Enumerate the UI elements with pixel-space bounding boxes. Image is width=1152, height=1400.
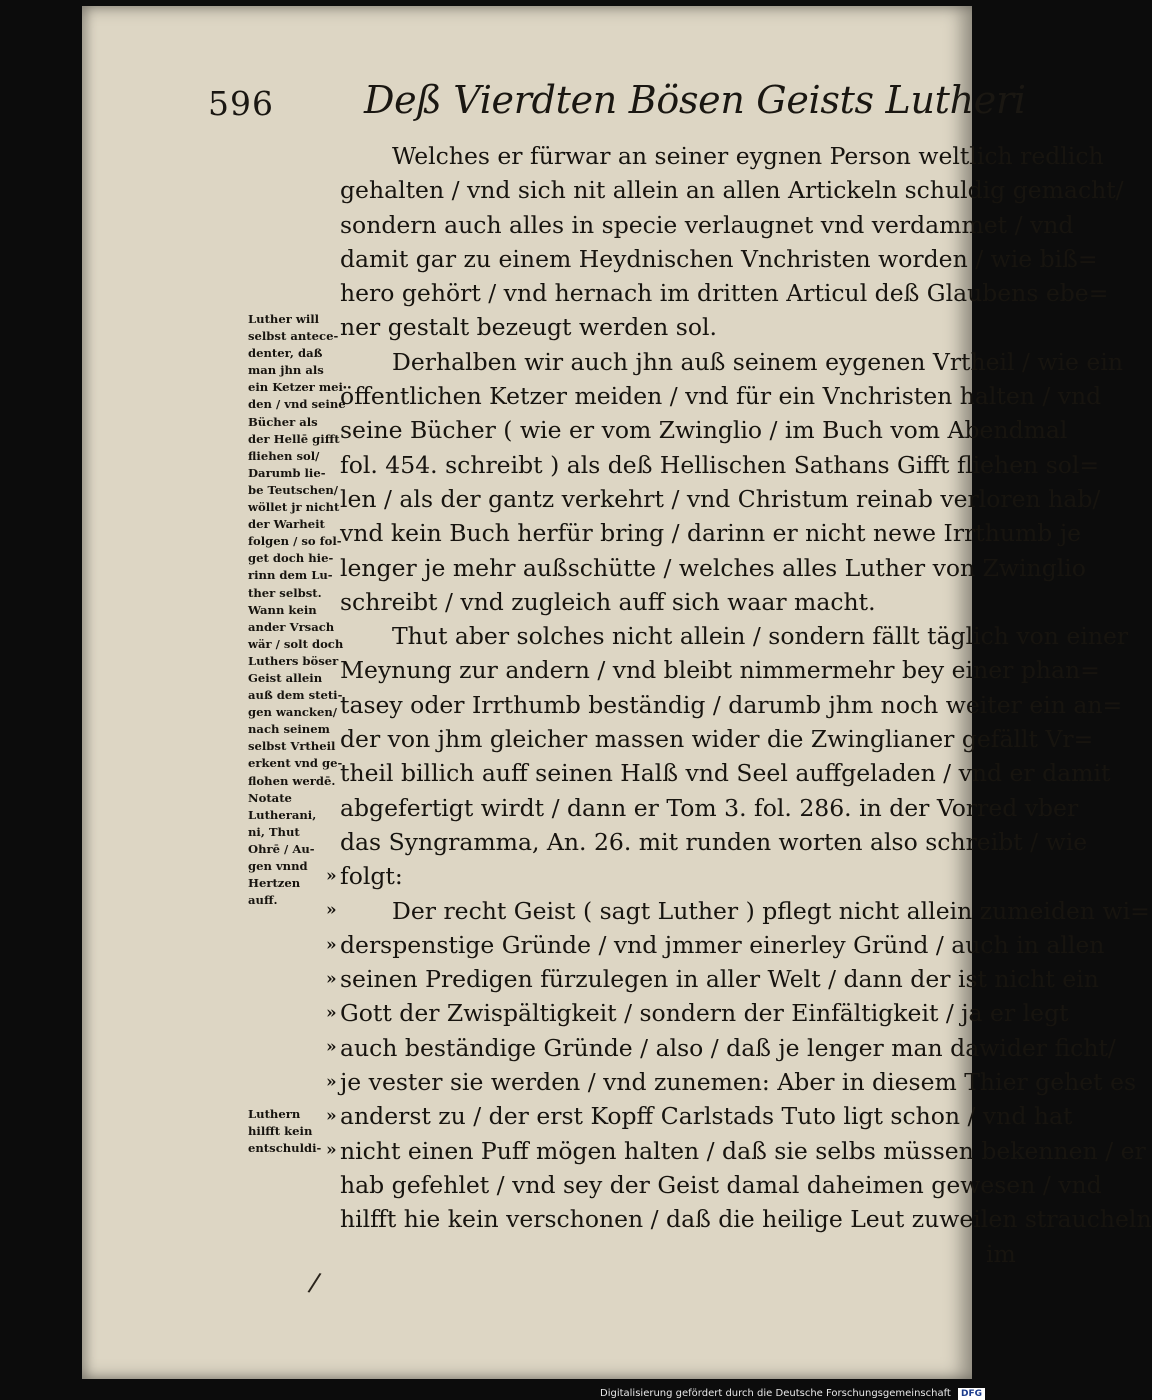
ink-mark: / [306, 1267, 323, 1299]
margin-note-line: auß dem steti- [248, 688, 343, 703]
text-line: fol. 454. schreibt ) als deß Hellischen Sathans Gifft fliehen sol= [340, 450, 1100, 479]
margin-note-line: folgen / so fol- [248, 534, 342, 549]
book-page [82, 6, 1152, 1379]
text-line: öffentlichen Ketzer meiden / vnd für ein Vnchristen halten / vnd [340, 382, 1102, 411]
margin-note-line: ther selbst. [248, 585, 322, 600]
margin-note-line: ein Ketzer mei [248, 380, 343, 395]
text-line: hilfft hie kein verschonen / daß die heilige Leut zuweilen straucheln [340, 1205, 1152, 1234]
text-line: theil billich auff seinen Halß vnd Seel auffgeladen / vnd er damit [340, 759, 1111, 788]
margin-note-line: gen wancken/ [248, 705, 338, 720]
text-line: auch beständige Gründe / also / daß je lenger man dawider ficht/ [340, 1033, 1116, 1062]
text-line: sondern auch alles in specie verlaugnet vnd verdammet / vnd [340, 210, 1074, 239]
text-line: seine Bücher ( wie er vom Zwinglio / im Buch vom Abendmal [340, 416, 1068, 445]
margin-note-line: Wann kein [248, 602, 317, 617]
margin-note-line: ander Vrsach [248, 619, 335, 634]
margin-note-line: Notate [248, 790, 292, 805]
text-line: damit gar zu einem Heydnischen Vnchristen worden / wie biß= [340, 244, 1098, 273]
digitization-credit [600, 1388, 1000, 1400]
text-line: seinen Predigen fürzulegen in aller Welt / dann der ist nicht ein [340, 965, 1099, 994]
text-line: Meynung zur andern / vnd bleibt nimmermehr bey einer phan= [340, 656, 1100, 685]
catchword: im [986, 1239, 1016, 1268]
quote-mark: » [326, 1037, 337, 1058]
margin-note-line: Luthers böser [248, 653, 339, 668]
margin-note-line: Hertzen [248, 876, 301, 891]
margin-note-line: get doch hie- [248, 551, 334, 566]
running-title: Deß Vierdten Bösen Geists Lutheri [364, 78, 1026, 122]
margin-note-line: auff. [248, 893, 278, 908]
margin-note-line: nach seinem [248, 722, 330, 737]
text-line: Der recht Geist ( sagt Luther ) pflegt nicht allein zumeiden wi= [392, 896, 1150, 925]
text-line: nicht einen Puff mögen halten / daß sie selbs müssen bekennen / er [340, 1136, 1146, 1165]
margin-note-line: denter, daß [248, 346, 323, 361]
margin-note-line: fliehen sol/ [248, 448, 320, 463]
text-line: Derhalben wir auch jhn auß seinem eygenen Vrtheil / wie ein [392, 347, 1123, 376]
body-text [340, 139, 1152, 1271]
page-number: 596 [208, 84, 274, 123]
margin-note-line: hilfft kein [248, 1124, 313, 1139]
quote-mark: » [326, 934, 337, 955]
text-line: hab gefehlet / vnd sey der Geist damal daheimen gewesen / vnd [340, 1170, 1102, 1199]
text-line: Thut aber solches nicht allein / sondern fällt täglich von einer [392, 622, 1129, 651]
text-line: ner gestalt bezeugt werden sol. [340, 313, 717, 342]
quote-mark: » [326, 900, 337, 921]
dfg-logo: DFG [958, 1388, 985, 1400]
text-line: vnd kein Buch herfür bring / darinn er nicht newe Irrthumb je [340, 519, 1082, 548]
text-line: folgt: [340, 862, 403, 891]
text-line: schreibt / vnd zugleich auff sich waar macht. [340, 587, 876, 616]
quote-mark: » [326, 1140, 337, 1161]
margin-note-line: der Hellē gifft [248, 431, 340, 446]
margin-note-line: erkent vnd ge- [248, 756, 343, 771]
margin-note-line: man jhn als [248, 363, 324, 378]
margin-note-line: wär / solt doch [248, 636, 344, 651]
margin-note-line: Darumb lie- [248, 465, 326, 480]
text-line: len / als der gantz verkehrt / vnd Christum reinab verloren hab/ [340, 484, 1101, 513]
margin-note-line: ni, Thut [248, 824, 300, 839]
quote-mark: » [326, 866, 337, 886]
text-line: tasey oder Irrthumb beständig / darumb jhm noch weiter ein an= [340, 690, 1123, 719]
margin-note-line: entschuldi- [248, 1141, 322, 1156]
text-line: hero gehört / vnd hernach im dritten Articul deß Glaubens ebe= [340, 279, 1109, 308]
margin-note-line: den / vnd seine [248, 397, 346, 412]
margin-note-line: der Warheit [248, 517, 325, 532]
text-line: abgefertigt wirdt / dann er Tom 3. fol. 286. in der Vorred vber [340, 793, 1079, 822]
margin-note [248, 311, 348, 909]
margin-note-line: Luthern [248, 1107, 301, 1121]
text-line: Gott der Zwispältigkeit / sondern der Einfältigkeit / ja er legt [340, 999, 1069, 1028]
text-line: das Syngramma, An. 26. mit runden worten also schreibt / wie [340, 827, 1088, 856]
quotation-marks [326, 859, 337, 1168]
margin-note-line: selbst Vrtheil [248, 739, 336, 754]
margin-note-line: be Teutschen/ [248, 482, 339, 497]
margin-note-line: Lutherani, [248, 807, 317, 822]
margin-note-line: Bücher als [248, 414, 318, 429]
text-line: derspenstige Gründe / vnd jmmer einerley Gründ / auch in allen [340, 930, 1105, 959]
margin-note-line: rinn dem Lu- [248, 568, 333, 583]
text-line: anderst zu / der erst Kopff Carlstads Tuto ligt schon / vnd hat [340, 1102, 1073, 1131]
quote-mark: » [326, 1003, 337, 1024]
text-line: gehalten / vnd sich nit allein an allen Artickeln schuldig gemacht/ [340, 176, 1124, 205]
margin-note-line: selbst antece- [248, 329, 339, 344]
margin-note-line: Luther will [248, 312, 320, 326]
quote-mark: » [326, 1071, 337, 1092]
quote-mark: » [326, 968, 337, 989]
margin-note-line: Geist allein [248, 670, 323, 685]
credit-text: Digitalisierung gefördert durch die Deutsche Forschungsgemeinschaft [600, 1388, 951, 1399]
margin-note-line: wöllet jr nicht [248, 500, 340, 515]
margin-note-line: gen vnnd [248, 859, 308, 873]
text-line: je vester sie werden / vnd zunemen: Aber in diesem Thier gehet es [340, 1068, 1137, 1097]
quote-mark: » [326, 1106, 337, 1127]
margin-note-line: Ohrē / Au- [248, 841, 315, 856]
text-line: lenger je mehr außschütte / welches alles Luther von Zwinglio [340, 553, 1086, 582]
text-line: der von jhm gleicher massen wider die Zwinglianer gefällt Vr= [340, 725, 1094, 754]
margin-note-line: flohen werdē. [248, 773, 336, 788]
text-line: Welches er fürwar an seiner eygnen Person weltlich redlich [392, 142, 1104, 170]
